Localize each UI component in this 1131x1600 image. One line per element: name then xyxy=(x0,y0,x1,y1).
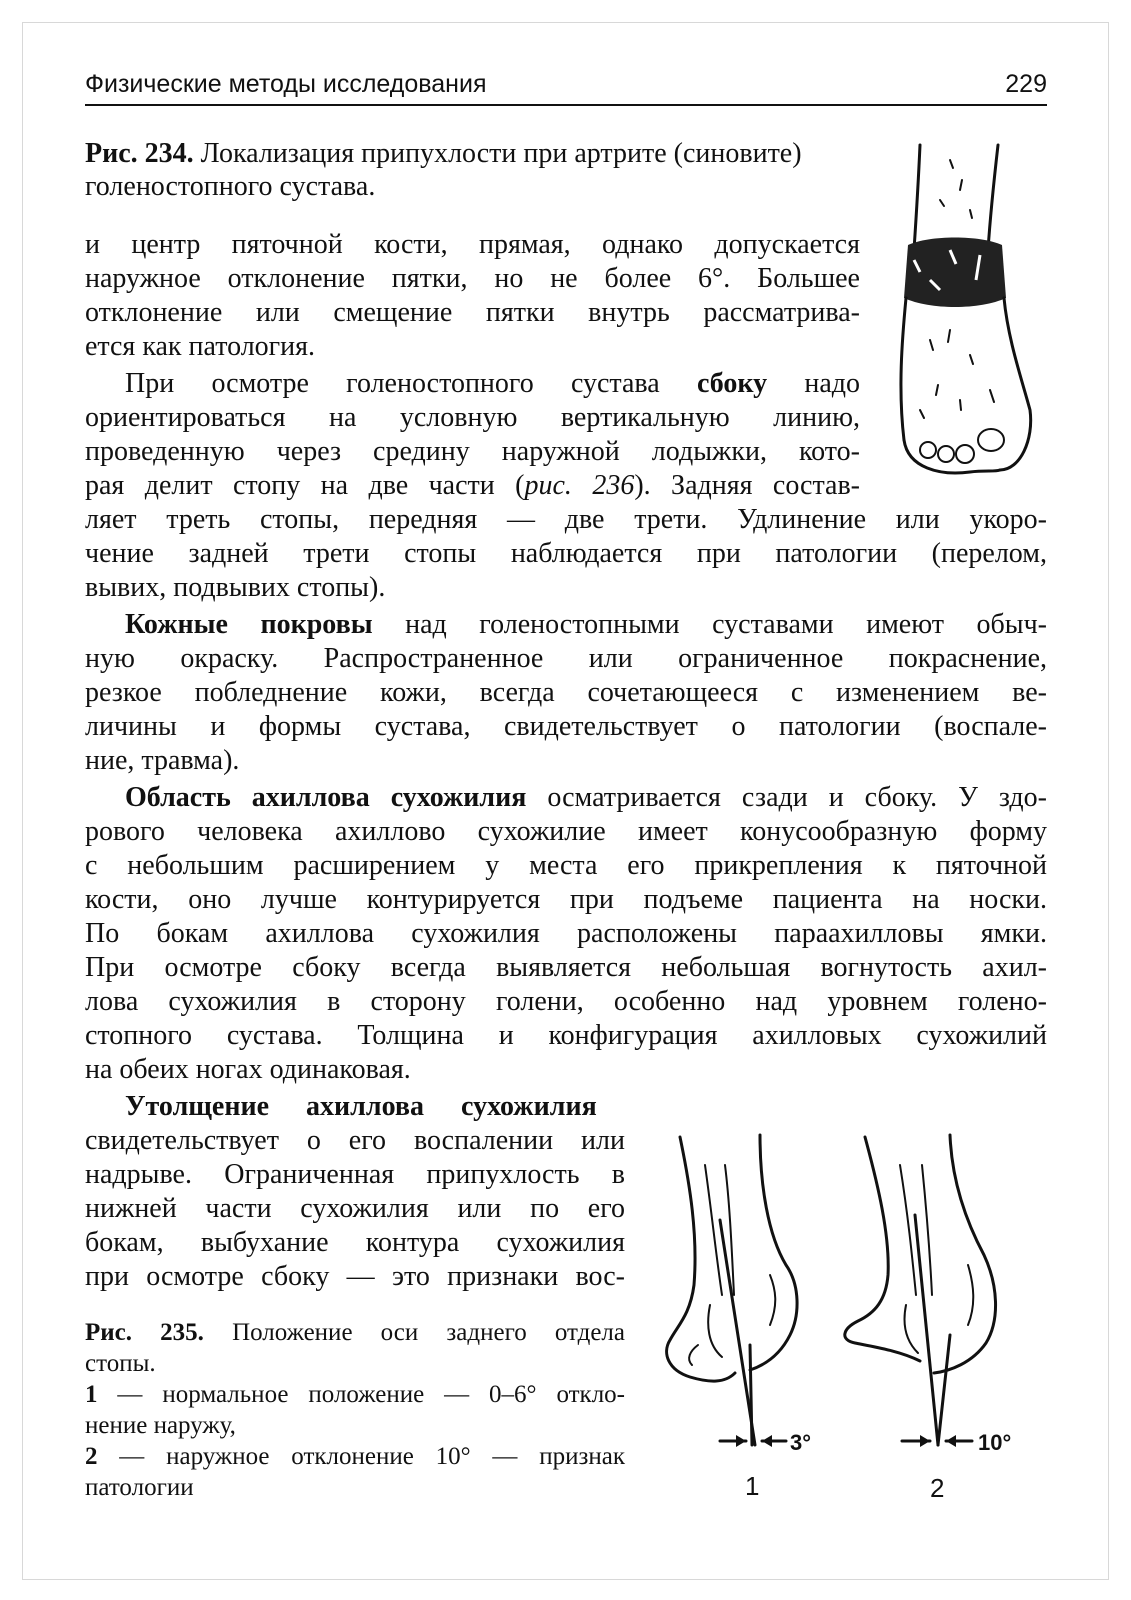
p5-line6: при осмотре сбоку — это признаки вос- xyxy=(85,1261,625,1292)
p1-line2: наружное отклонение пятки, но не более 6°. Большее xyxy=(85,263,860,294)
fig235-item2-number: 2 xyxy=(85,1443,98,1470)
fig235-caption-line2: стопы. xyxy=(85,1350,156,1377)
p2-line3: проведенную через средину наружной лодыжки, кото- xyxy=(85,436,860,467)
p4-line7: лова сухожилия в сторону голени, особенно над уровнем голено- xyxy=(85,986,1047,1017)
p4-line4: кости, оно лучше контурируется при подъеме пациента на носки. xyxy=(85,884,1047,915)
fig235-illustration xyxy=(650,1125,1050,1505)
p4-line8: стопного сустава. Толщина и конфигурация ахилловых сухожилий xyxy=(85,1020,1047,1051)
p2-line6: чение задней трети стопы наблюдается при патологии (перелом, xyxy=(85,538,1047,569)
p2-l1-tail: надо xyxy=(767,368,860,399)
foot-1-number: 1 xyxy=(745,1471,760,1501)
p2-l4-text: рая делит стопу на две части ( xyxy=(85,470,525,501)
fig235-caption-line1 xyxy=(85,1318,625,1348)
p2-figure-ref[interactable]: рис. 236 xyxy=(524,470,635,501)
p2-line2: ориентироваться на условную вертикальную линию, xyxy=(85,402,860,433)
fig235-label: Рис. 235. xyxy=(85,1319,204,1346)
foot-2-angle-label: 10° xyxy=(978,1430,1012,1455)
p1-line1: и центр пяточной кости, прямая, однако допускается xyxy=(85,229,860,260)
fig235-item2-text: — наружное отклонение 10° — признак xyxy=(97,1443,625,1470)
fig235-item2-line1 xyxy=(85,1442,625,1472)
fig234-ankle-illustration xyxy=(890,140,1040,485)
fig235-item2-line2: патологии xyxy=(85,1474,194,1501)
fig235-item1-text: — нормальное положение — 0–6° откло- xyxy=(97,1381,625,1408)
p2-line5: ляет треть стопы, передняя — две трети. Удлинение или укоро- xyxy=(85,504,1047,535)
p4-line9: на обеих ногах одинаковая. xyxy=(85,1054,411,1085)
p5-line1 xyxy=(125,1090,597,1123)
p1-line4: ется как патология. xyxy=(85,331,316,362)
p3-line4: личины и формы сустава, свидетельствует о патологии (воспале- xyxy=(85,711,1047,742)
p5-line4: нижней части сухожилия или по его xyxy=(85,1193,625,1224)
p5-line2: свидетельствует о его воспалении или xyxy=(85,1125,625,1156)
fig234-caption-line2: голеностопного сустава. xyxy=(85,171,376,202)
fig234-label: Рис. 234. xyxy=(85,138,194,169)
p5-bold-term: Утолщение ахиллова сухожилия xyxy=(125,1091,597,1122)
p5-line3: надрыве. Ограниченная припухлость в xyxy=(85,1159,625,1190)
page-number: 229 xyxy=(1005,70,1047,98)
foot-1-angle-label: 3° xyxy=(790,1430,812,1455)
p3-l1-text: над голеностопными суставами имеют обыч- xyxy=(372,609,1048,640)
p2-bold-term: сбоку xyxy=(696,368,768,399)
p3-line2: ную окраску. Распространенное или ограниченное покраснение, xyxy=(85,643,1047,674)
p3-line1 xyxy=(125,608,1047,641)
p4-line6: При осмотре сбоку всегда выявляется небольшая вогнутость ахил- xyxy=(85,952,1047,983)
foot-2-drawing xyxy=(845,1135,996,1447)
p2-l1-text: При осмотре голеностопного сустава xyxy=(125,368,697,399)
fig235-item1-line2: нение наружу, xyxy=(85,1412,236,1439)
header-rule xyxy=(85,104,1047,106)
fig234-caption-text: Локализация припухлости при артрите (синовите) xyxy=(200,138,802,169)
foot-1-axis-line xyxy=(720,1220,755,1445)
p4-l1-text: осматривается сзади и сбоку. У здо- xyxy=(526,782,1047,813)
p5-line5: бокам, выбухание контура сухожилия xyxy=(85,1227,625,1258)
running-header-title: Физические методы исследования xyxy=(85,70,487,98)
p1-line3: отклонение или смещение пятки внутрь рассматрива- xyxy=(85,297,860,328)
p2-line7: вывих, подвывих стопы). xyxy=(85,572,386,603)
p4-line2: рового человека ахиллово сухожилие имеет конусообразную форму xyxy=(85,816,1047,847)
foot-1-drawing xyxy=(667,1135,797,1447)
p3-line5: ние, травма). xyxy=(85,745,240,776)
p2-l4-tail: ). Задняя состав- xyxy=(634,470,861,501)
p3-bold-term: Кожные покровы xyxy=(125,609,373,640)
p2-line4 xyxy=(85,469,860,502)
p4-line3: с небольшим расширением у места его прикрепления к пяточной xyxy=(85,850,1047,881)
p3-line3: резкое побледнение кожи, всегда сочетающееся с изменением ве- xyxy=(85,677,1047,708)
p4-line5: По бокам ахиллова сухожилия расположены параахилловы ямки. xyxy=(85,918,1047,949)
foot-2-axis-line xyxy=(915,1215,938,1445)
fig235-caption-text: Положение оси заднего отдела xyxy=(232,1319,625,1346)
fig235-item1-line1 xyxy=(85,1380,625,1410)
p2-line1 xyxy=(125,367,860,400)
fig235-item1-number: 1 xyxy=(85,1381,98,1408)
foot-2-number: 2 xyxy=(930,1473,945,1503)
fig234-caption-line1 xyxy=(85,137,860,170)
p4-line1 xyxy=(125,781,1047,814)
p4-bold-term: Область ахиллова сухожилия xyxy=(125,782,527,813)
